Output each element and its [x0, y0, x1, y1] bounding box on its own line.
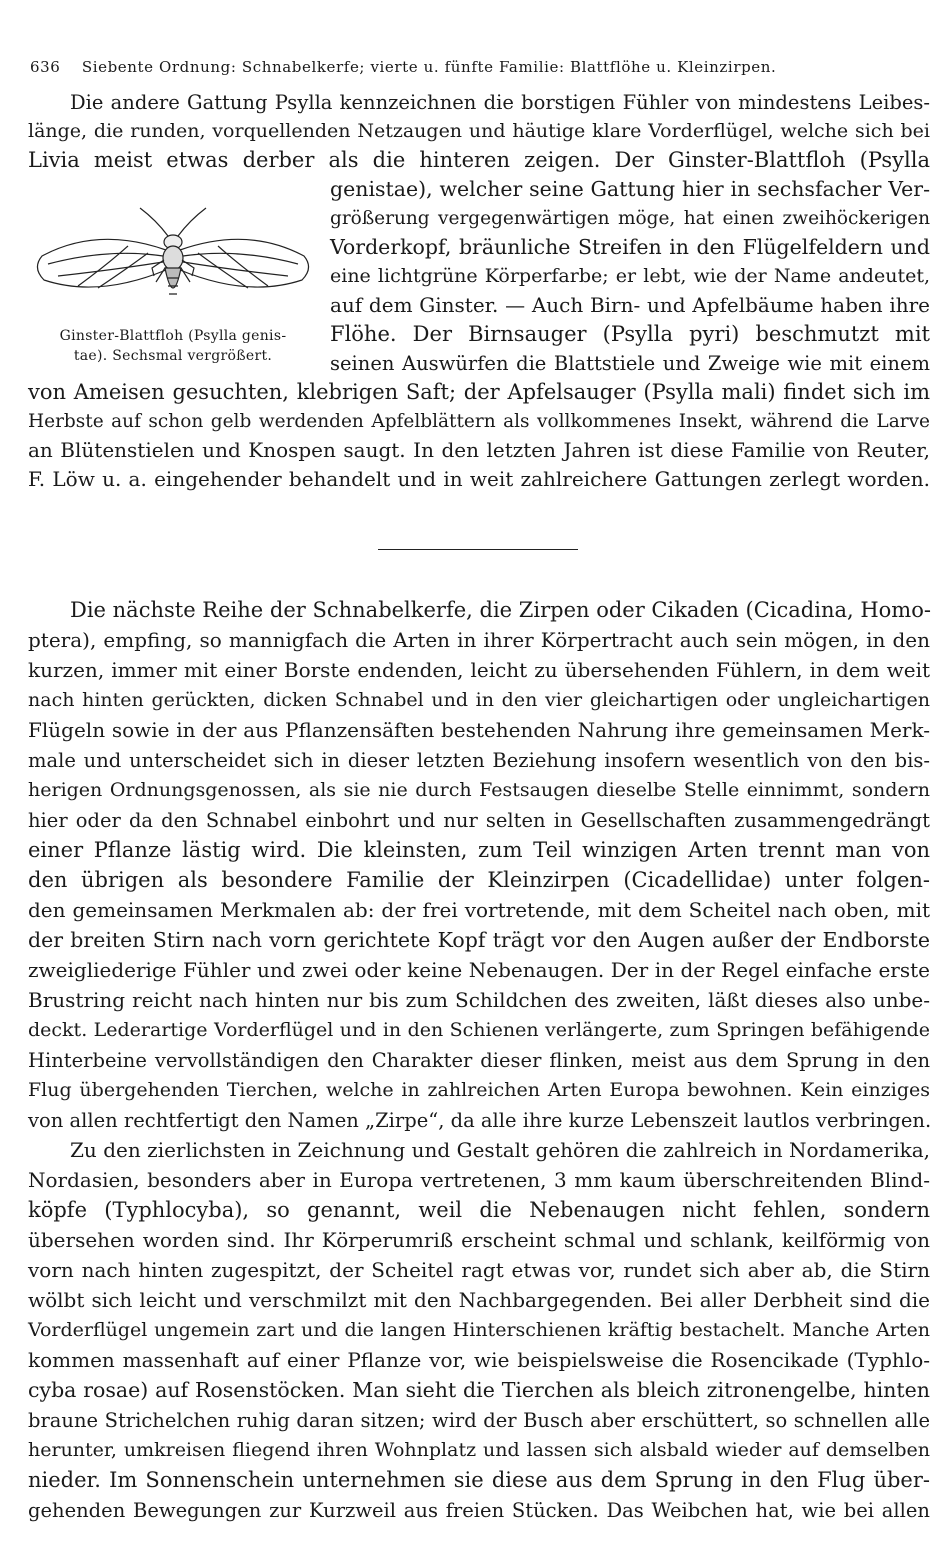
- paragraph-line: deckt. Lederartige Vorderflügel und in den Schienen verlängerte, zum Springen befähigende: [28, 1019, 930, 1041]
- paragraph-line: übersehen worden sind. Ihr Körperumriß erscheint schmal und schlank, keilförmig von: [28, 1228, 930, 1252]
- paragraph-line: braune Strichelchen ruhig daran sitzen; wird der Busch aber erschüttert, so schnellen alle: [28, 1409, 930, 1432]
- running-header: [30, 58, 890, 76]
- running-title: Siebente Ordnung: Schnabelkerfe; vierte u. fünfte Familie: Blattflöhe u. Kleinzirpen.: [81, 58, 777, 76]
- paragraph-line: kurzen, immer mit einer Borste endenden, leicht zu übersehenden Fühlern, in dem weit: [28, 658, 930, 682]
- section-divider: [378, 549, 578, 550]
- paragraph-line: Vorderkopf, bräunliche Streifen in den Flügelfeldern und: [330, 235, 930, 259]
- paragraph-line: seinen Auswürfen die Blattstiele und Zweige wie mit einem: [330, 352, 930, 375]
- paragraph-line: Flug übergehenden Tierchen, welche in zahlreichen Arten Europa bewohnen. Kein einziges: [28, 1079, 930, 1101]
- paragraph-line: vorn nach hinten zugespitzt, der Scheitel ragt etwas vor, rundet sich aber ab, die Stirn: [28, 1258, 930, 1282]
- paragraph-line: köpfe (Typhlocyba), so genannt, weil die Nebenaugen nicht fehlen, sondern: [28, 1198, 930, 1222]
- paragraph-line: einer Pflanze lästig wird. Die kleinsten, zum Teil winzigen Arten trennt man von: [28, 838, 930, 862]
- paragraph-line: Herbste auf schon gelb werdenden Apfelblättern als vollkommenes Insekt, während die Larve: [28, 411, 930, 432]
- paragraph-line: Die andere Gattung Psylla kennzeichnen die borstigen Fühler von mindestens Leibes-: [70, 91, 930, 114]
- paragraph-line: genistae), welcher seine Gattung hier in sechsfacher Ver-: [330, 177, 930, 201]
- paragraph-line: herunter, umkreisen fliegend ihren Wohnplatz und lassen sich alsbald wieder auf demselben: [28, 1439, 930, 1461]
- paragraph-line: cyba rosae) auf Rosenstöcken. Man sieht die Tierchen als bleich zitronengelbe, hinten: [28, 1378, 930, 1402]
- paragraph-line: zweigliederige Fühler und zwei oder keine Nebenaugen. Der in der Regel einfache erste: [28, 958, 930, 982]
- paragraph-line: größerung vergegenwärtigen möge, hat einen zweihöckerigen: [330, 208, 930, 229]
- paragraph-line: von allen rechtfertigt den Namen „Zirpe“, da alle ihre kurze Lebenszeit lautlos verbringen.: [28, 1109, 932, 1132]
- paragraph-line: Hinterbeine vervollständigen den Charakter dieser flinken, meist aus dem Sprung in den: [28, 1049, 930, 1072]
- paragraph-line: eine lichtgrüne Körperfarbe; er lebt, wie der Name andeutet,: [330, 265, 930, 287]
- paragraph-line: der breiten Stirn nach vorn gerichtete Kopf trägt vor den Augen außer der Endborste: [28, 928, 930, 952]
- caption-line: Ginster-Blattfloh (Psylla genis-: [59, 328, 287, 344]
- paragraph-line: Vorderflügel ungemein zart und die langen Hinterschienen kräftig bestachelt. Manche Arten: [28, 1319, 930, 1341]
- paragraph-line: den gemeinsamen Merkmalen ab: der frei vortretende, mit dem Scheitel nach oben, mit: [28, 898, 930, 922]
- paragraph-line: Die nächste Reihe der Schnabelkerfe, die Zirpen oder Cikaden (Cicadina, Homo-: [70, 598, 931, 622]
- paragraph-line: male und unterscheidet sich in dieser letzten Beziehung insofern wesentlich von den bis-: [28, 749, 930, 772]
- paragraph-line: von Ameisen gesuchten, klebrigen Saft; der Apfelsauger (Psylla mali) findet sich im: [28, 380, 930, 404]
- page-number: 636: [30, 58, 61, 76]
- paragraph-line: wölbt sich leicht und verschmilzt mit den Nachbargegenden. Bei aller Derbheit sind die: [28, 1288, 930, 1312]
- caption-line: tae). Sechsmal vergrößert.: [73, 348, 273, 364]
- paragraph-line: Livia meist etwas derber als die hinteren zeigen. Der Ginster-Blattfloh (Psylla: [28, 148, 930, 172]
- paragraph-line: nach hinten gerückten, dicken Schnabel und in den vier gleichartigen oder ungleichartigen: [28, 689, 930, 711]
- paragraph-line: Brustring reicht nach hinten nur bis zum Schildchen des zweiten, läßt dieses also unbe-: [28, 988, 930, 1012]
- paragraph-line: den übrigen als besondere Familie der Kleinzirpen (Cicadellidae) unter folgen-: [28, 868, 930, 892]
- paragraph-line: Nordasien, besonders aber in Europa vertretenen, 3 mm kaum überschreitenden Blind-: [28, 1168, 930, 1192]
- paragraph-line: ptera), empfing, so mannigfach die Arten in ihrer Körpertracht auch sein mögen, in den: [28, 628, 930, 652]
- paragraph-line: länge, die runden, vorquellenden Netzaugen und häutige klare Vorderflügel, welche sich bei: [28, 120, 930, 142]
- paragraph-line: auf dem Ginster. — Auch Birn- und Apfelbäume haben ihre: [330, 293, 930, 317]
- paragraph-line: gehenden Bewegungen zur Kurzweil aus freien Stücken. Das Weibchen hat, wie bei allen: [28, 1499, 930, 1522]
- paragraph-line: kommen massenhaft auf einer Pflanze vor, wie beispielsweise die Rosencikade (Typhlo-: [28, 1348, 930, 1372]
- paragraph-line: nieder. Im Sonnenschein unternehmen sie diese aus dem Sprung in den Flug über-: [28, 1468, 930, 1492]
- paragraph-line: Flügeln sowie in der aus Pflanzensäften bestehenden Nahrung ihre gemeinsamen Merk-: [28, 718, 930, 742]
- paragraph-line: hier oder da den Schnabel einbohrt und nur selten in Gesellschaften zusammengedrängt: [28, 809, 930, 832]
- figure-caption: [28, 326, 318, 366]
- psylla-genistae-illustration: [28, 198, 318, 328]
- paragraph-line: an Blütenstielen und Knospen saugt. In den letzten Jahren ist diese Familie von Reuter,: [28, 438, 930, 462]
- paragraph-line: herigen Ordnungsgenossen, als sie nie durch Festsaugen dieselbe Stelle einnimmt, sondern: [28, 779, 930, 801]
- paragraph-line: Zu den zierlichsten in Zeichnung und Gestalt gehören die zahlreich in Nordamerika,: [70, 1138, 930, 1162]
- paragraph-line: Flöhe. Der Birnsauger (Psylla pyri) beschmutzt mit: [330, 322, 930, 346]
- paragraph-line: F. Löw u. a. eingehender behandelt und in weit zahlreichere Gattungen zerlegt worden.: [28, 467, 930, 491]
